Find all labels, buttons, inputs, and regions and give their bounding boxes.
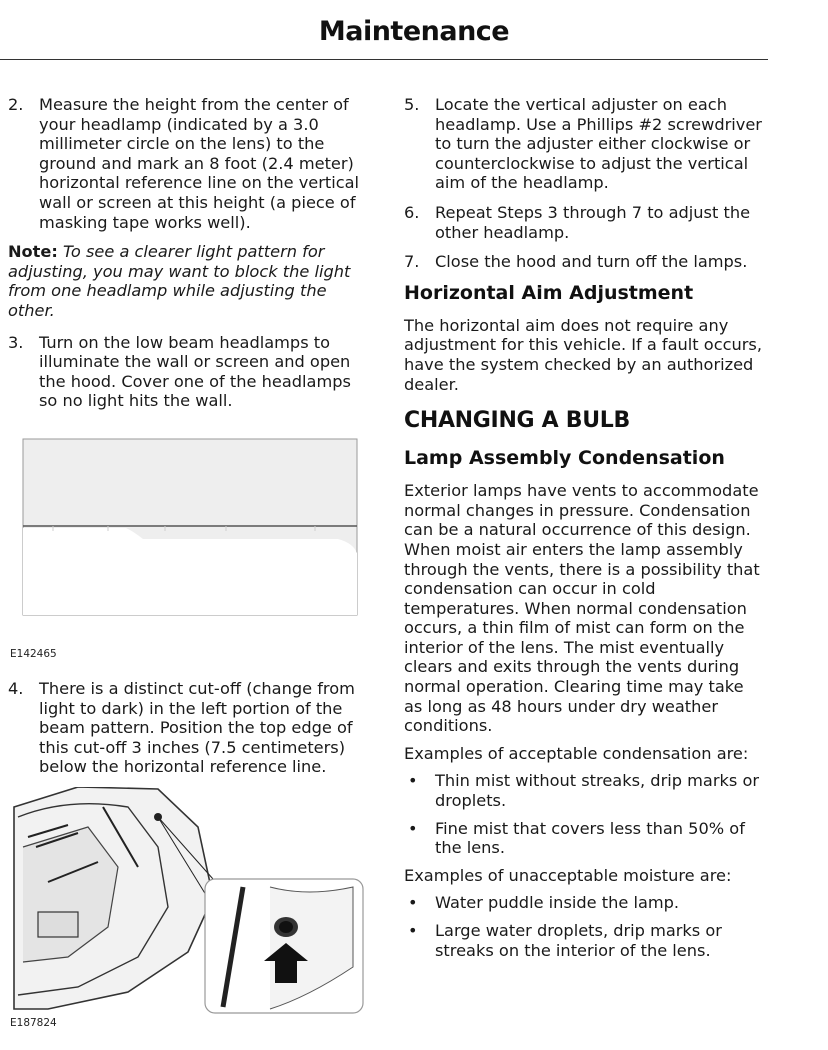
list-item-text: Thin mist without streaks, drip marks or droplets. bbox=[435, 771, 760, 811]
list-item-text: Water puddle inside the lamp. bbox=[435, 893, 680, 913]
condensation-heading: Lamp Assembly Condensation bbox=[404, 447, 725, 470]
bullet-icon: • bbox=[408, 893, 418, 913]
figure-id: E187824 bbox=[10, 1016, 57, 1029]
unacceptable-intro: Examples of unacceptable moisture are: bbox=[404, 865, 732, 885]
list-item bbox=[404, 893, 766, 913]
step-number: 7. bbox=[404, 252, 420, 272]
beam-pattern-figure bbox=[8, 435, 370, 665]
condensation-text: Exterior lamps have vents to accommodate normal changes in pressure. Condensation can be a natural occurrence of this design. When moist air enters the lamp assembly through the vents, there is a possibility that condensation can occur in cold temperatures. When normal condensation occurs, a thin film of mist can form on the interior of the lens. The mist eventually clears and exits through the vents during normal operation. Clearing time may take as long as 48 hours under dry weather conditions. bbox=[404, 481, 760, 736]
step-6 bbox=[404, 203, 766, 242]
bullet-icon: • bbox=[408, 818, 418, 838]
note-text: To see a clearer light pattern for adjusting, you may want to block the light from one headlamp while adjusting the other. bbox=[8, 242, 351, 320]
step-text: Measure the height from the center of your headlamp (indicated by a 3.0 millimeter circle on the lens) to the ground and mark an 8 foot (2.4 meter) horizontal reference line on the vertical wall or screen at this height (a piece of masking tape works well). bbox=[39, 95, 360, 232]
acceptable-intro: Examples of acceptable condensation are: bbox=[404, 743, 749, 763]
step-number: 6. bbox=[404, 202, 420, 222]
bullet-icon: • bbox=[408, 921, 418, 940]
headlamp-adjuster-illustration bbox=[8, 787, 370, 1023]
page-header bbox=[0, 0, 828, 62]
step-number: 3. bbox=[8, 332, 24, 352]
step-text: Close the hood and turn off the lamps. bbox=[435, 252, 748, 272]
list-item-text: Large water droplets, drip marks or streaks on the interior of the lens. bbox=[435, 921, 722, 960]
adjuster-location-figure bbox=[8, 787, 370, 1037]
step-4 bbox=[8, 679, 370, 777]
beam-pattern-illustration bbox=[8, 435, 370, 635]
left-column bbox=[8, 95, 370, 1037]
step-text: Locate the vertical adjuster on each headlamp. Use a Phillips #2 screwdriver to turn the adjuster either clockwise or counterclockwise to adjust the vertical aim of the headlamp. bbox=[435, 95, 762, 193]
page-title: Maintenance bbox=[318, 16, 510, 47]
note-label: Note: bbox=[8, 242, 58, 262]
step-7 bbox=[404, 252, 766, 272]
step-text: Repeat Steps 3 through 7 to adjust the other headlamp. bbox=[435, 202, 751, 242]
horizontal-aim-text: The horizontal aim does not require any adjustment for this vehicle. If a fault occurs, have the system checked by an authorized dealer. bbox=[404, 315, 762, 394]
step-number: 2. bbox=[8, 95, 24, 114]
changing-bulb-heading: CHANGING A BULB bbox=[404, 408, 630, 434]
step-text: There is a distinct cut-off (change from light to dark) in the left portion of the beam pattern. Position the top edge of this cut-off 3 inches (7.5 centimeters) below the horizontal reference line. bbox=[39, 678, 355, 777]
header-rule bbox=[0, 59, 768, 60]
list-item bbox=[404, 771, 766, 810]
step-5 bbox=[404, 95, 766, 193]
figure-id: E142465 bbox=[10, 647, 57, 660]
step-text: Turn on the low beam headlamps to illuminate the wall or screen and open the hood. Cover one of the headlamps so no light hits the wall. bbox=[39, 332, 351, 411]
note bbox=[8, 242, 370, 320]
list-item-text: Fine mist that covers less than 50% of the lens. bbox=[435, 818, 745, 858]
step-3 bbox=[8, 333, 370, 411]
right-column bbox=[404, 95, 766, 968]
bullet-icon: • bbox=[408, 771, 418, 791]
horizontal-aim-heading: Horizontal Aim Adjustment bbox=[404, 281, 694, 304]
step-number: 4. bbox=[8, 678, 24, 698]
list-item bbox=[404, 921, 766, 960]
step-number: 5. bbox=[404, 95, 420, 114]
step-2 bbox=[8, 95, 370, 232]
list-item bbox=[404, 819, 766, 858]
